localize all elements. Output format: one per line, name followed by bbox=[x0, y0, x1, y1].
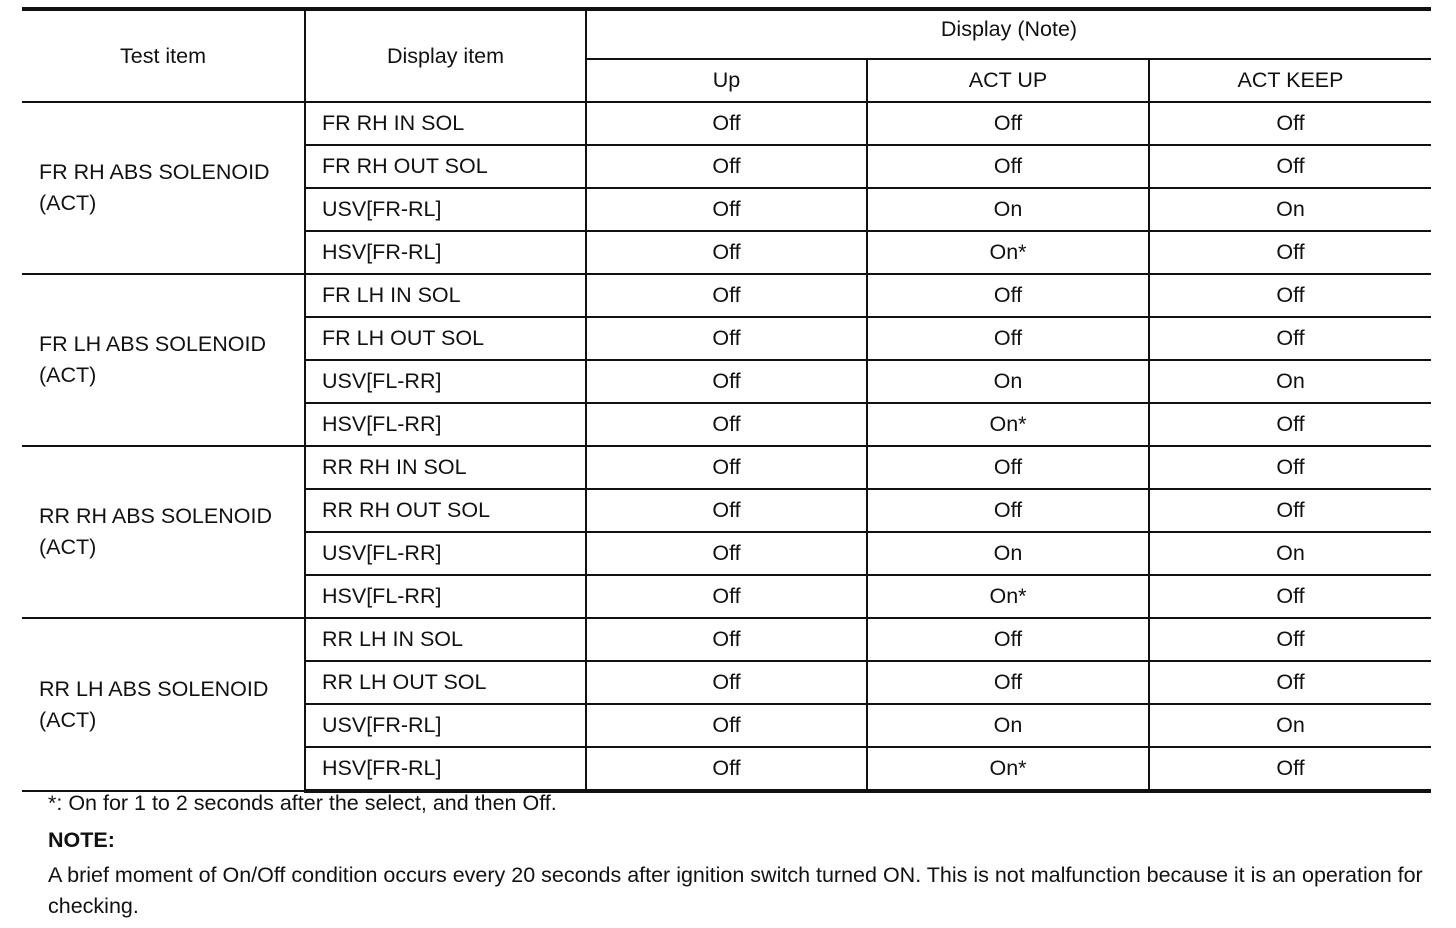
display-item-cell: FR LH IN SOL bbox=[305, 274, 586, 317]
value-cell: Off bbox=[867, 618, 1149, 661]
value-cell: Off bbox=[1149, 274, 1431, 317]
value-cell: Off bbox=[867, 489, 1149, 532]
display-item-cell: FR RH OUT SOL bbox=[305, 145, 586, 188]
display-item-cell: RR RH IN SOL bbox=[305, 446, 586, 489]
value-cell: Off bbox=[586, 489, 867, 532]
display-item-cell: USV[FL-RR] bbox=[305, 532, 586, 575]
value-cell: Off bbox=[586, 446, 867, 489]
table-row bbox=[22, 618, 1431, 661]
display-item-cell: FR LH OUT SOL bbox=[305, 317, 586, 360]
value-cell: Off bbox=[1149, 102, 1431, 145]
value-cell: Off bbox=[1149, 145, 1431, 188]
value-cell: Off bbox=[1149, 575, 1431, 618]
display-item-cell: HSV[FR-RL] bbox=[305, 231, 586, 274]
value-cell: On bbox=[1149, 532, 1431, 575]
display-item-cell: FR RH IN SOL bbox=[305, 102, 586, 145]
note-text: A brief moment of On/Off condition occurs every 20 seconds after ignition switch turned ON. This is not malfunction because it is an operation for checking. bbox=[48, 863, 1423, 918]
value-cell: Off bbox=[867, 274, 1149, 317]
value-cell: Off bbox=[586, 360, 867, 403]
display-item-cell: USV[FL-RR] bbox=[305, 360, 586, 403]
test-item-cell: RR LH ABS SOLENOID (ACT) bbox=[22, 618, 305, 791]
value-cell: Off bbox=[586, 274, 867, 317]
value-cell: On bbox=[1149, 360, 1431, 403]
value-cell: Off bbox=[586, 102, 867, 145]
footnote: *: On for 1 to 2 seconds after the select, and then Off. bbox=[48, 791, 557, 815]
header-display-note: Display (Note) bbox=[586, 9, 1431, 59]
table-body bbox=[22, 102, 1431, 791]
value-cell: Off bbox=[586, 532, 867, 575]
value-cell: Off bbox=[1149, 317, 1431, 360]
value-cell: On* bbox=[867, 403, 1149, 446]
value-cell: Off bbox=[586, 145, 867, 188]
solenoid-test-table bbox=[22, 7, 1431, 793]
value-cell: On* bbox=[867, 231, 1149, 274]
value-cell: Off bbox=[586, 704, 867, 747]
note-heading: NOTE: bbox=[48, 828, 115, 852]
value-cell: Off bbox=[586, 661, 867, 704]
header-col-up: Up bbox=[586, 59, 867, 102]
value-cell: On bbox=[867, 532, 1149, 575]
value-cell: Off bbox=[867, 446, 1149, 489]
test-item-cell: RR RH ABS SOLENOID (ACT) bbox=[22, 446, 305, 618]
value-cell: Off bbox=[586, 403, 867, 446]
display-item-cell: HSV[FL-RR] bbox=[305, 575, 586, 618]
table-row bbox=[22, 274, 1431, 317]
value-cell: Off bbox=[1149, 403, 1431, 446]
display-item-cell: USV[FR-RL] bbox=[305, 188, 586, 231]
value-cell: Off bbox=[586, 575, 867, 618]
display-item-cell: HSV[FL-RR] bbox=[305, 403, 586, 446]
header-col-act-keep: ACT KEEP bbox=[1149, 59, 1431, 102]
value-cell: Off bbox=[1149, 231, 1431, 274]
value-cell: On* bbox=[867, 747, 1149, 791]
value-cell: On bbox=[1149, 704, 1431, 747]
value-cell: Off bbox=[1149, 618, 1431, 661]
value-cell: Off bbox=[867, 317, 1149, 360]
display-item-cell: USV[FR-RL] bbox=[305, 704, 586, 747]
display-item-cell: RR RH OUT SOL bbox=[305, 489, 586, 532]
display-item-cell: RR LH OUT SOL bbox=[305, 661, 586, 704]
display-item-cell: RR LH IN SOL bbox=[305, 618, 586, 661]
value-cell: On* bbox=[867, 575, 1149, 618]
table-row bbox=[22, 102, 1431, 145]
value-cell: On bbox=[867, 704, 1149, 747]
notes-section bbox=[48, 788, 1448, 922]
value-cell: Off bbox=[586, 618, 867, 661]
value-cell: Off bbox=[867, 102, 1149, 145]
test-item-cell: FR RH ABS SOLENOID (ACT) bbox=[22, 102, 305, 274]
header-col-act-up: ACT UP bbox=[867, 59, 1149, 102]
value-cell: Off bbox=[586, 231, 867, 274]
value-cell: Off bbox=[586, 747, 867, 791]
table-row bbox=[22, 446, 1431, 489]
value-cell: Off bbox=[586, 188, 867, 231]
header-test-item: Test item bbox=[22, 9, 305, 102]
value-cell: On bbox=[867, 188, 1149, 231]
value-cell: On bbox=[867, 360, 1149, 403]
test-item-cell: FR LH ABS SOLENOID (ACT) bbox=[22, 274, 305, 446]
value-cell: Off bbox=[586, 317, 867, 360]
value-cell: Off bbox=[867, 145, 1149, 188]
value-cell: Off bbox=[1149, 747, 1431, 791]
value-cell: Off bbox=[1149, 661, 1431, 704]
display-item-cell: HSV[FR-RL] bbox=[305, 747, 586, 791]
value-cell: On bbox=[1149, 188, 1431, 231]
header-display-item: Display item bbox=[305, 9, 586, 102]
value-cell: Off bbox=[1149, 446, 1431, 489]
value-cell: Off bbox=[867, 661, 1149, 704]
value-cell: Off bbox=[1149, 489, 1431, 532]
